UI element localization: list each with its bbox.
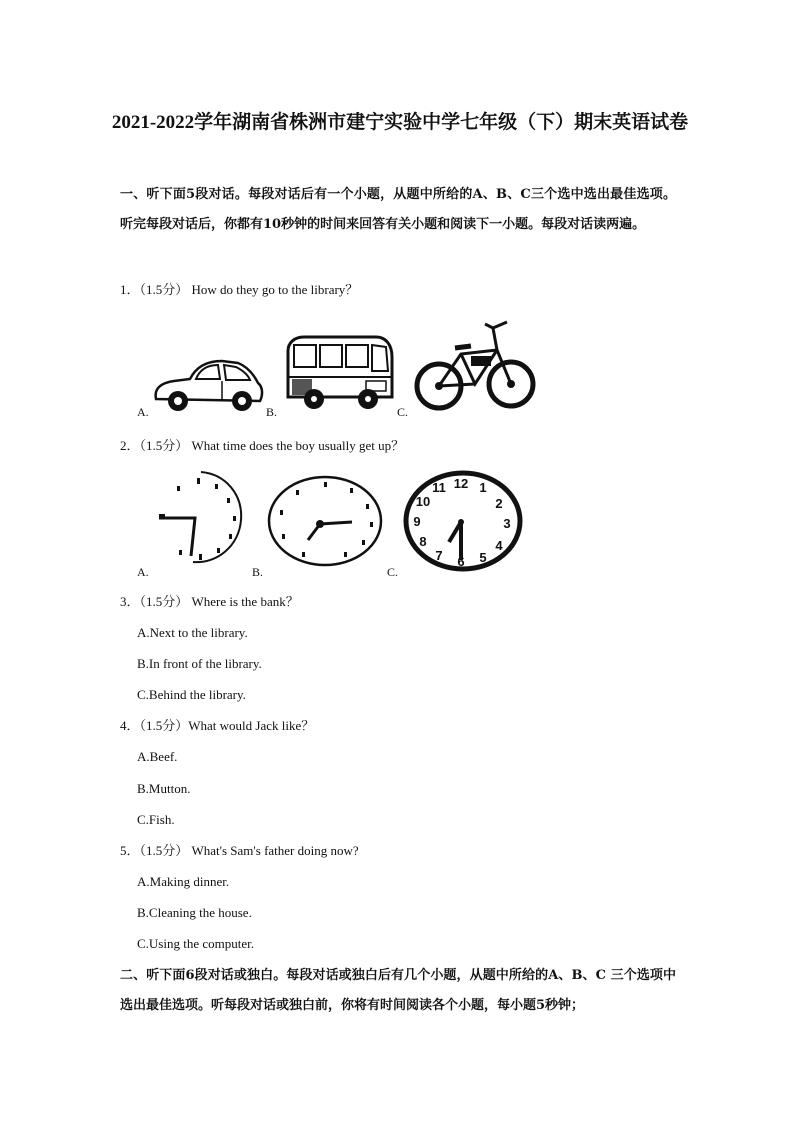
svg-text:2: 2 [495,496,503,511]
clock-image [266,474,384,568]
q2-label-c: C. [387,565,399,579]
q3-option-b: B.In front of the library. [137,656,262,671]
q4-option-c: C.Fish. [137,812,175,827]
section2-instructions: 二、听下面6段对话或独白。每段对话或独白后有几个小题，从题中所给的A、B、C 三个选项中选出最佳选项。听每段对话或独白前，你将有时间阅读各个小题，每小题5秒钟； [120,968,676,1013]
q3-option-a: A.Next to the library. [137,625,248,640]
section1-instructions: 一、听下面5段对话。每段对话后有一个小题，从题中所给的A、B、C三个选中选出最佳选项。听完每段对话后，你都有10秒钟的时间来回答有关小题和阅读下一小题。每段对话读两遍。 [120,187,676,232]
q5-option-c: C.Using the computer. [137,936,254,951]
q5-option-b: B.Cleaning the house. [137,905,252,920]
clock-image [153,468,245,568]
page-title: 2021-2022学年湖南省株洲市建宁实验中学七年级（下）期末英语试卷 [111,112,689,133]
svg-text:12: 12 [453,476,469,491]
car-image [150,355,266,415]
svg-text:8: 8 [419,534,427,549]
clock-image [403,470,525,572]
q3-option-c: C.Behind the library. [137,687,246,702]
bicycle-image [415,314,537,416]
svg-text:7: 7 [435,548,443,563]
q1-label-c: C. [397,405,409,419]
q2-label-a: A. [137,565,149,579]
question-5: 5．（1.5分） What's Sam's father doing now? [120,843,359,858]
question-3: 3．（1.5分） Where is the bank？ [120,594,299,609]
question-2: 2．（1.5分） What time does the boy usually get up？ [120,438,405,453]
q4-option-b: B.Mutton. [137,781,191,796]
svg-text:9: 9 [413,514,421,529]
q1-label-b: B. [266,405,278,419]
q4-option-a: A.Beef. [137,749,178,764]
svg-text:10: 10 [415,494,431,509]
svg-text:5: 5 [479,550,487,565]
question-1: 1．（1.5分） How do they go to the library？ [120,282,359,297]
svg-text:4: 4 [495,538,503,553]
bus-image [282,333,394,413]
svg-text:3: 3 [503,516,511,531]
svg-text:6: 6 [457,554,465,569]
svg-text:11: 11 [432,480,446,495]
q5-option-a: A.Making dinner. [137,874,230,889]
q1-label-a: A. [137,405,149,419]
q2-label-b: B. [252,565,264,579]
question-4: 4．（1.5分）What would Jack like？ [120,718,315,733]
svg-text:1: 1 [479,480,487,495]
